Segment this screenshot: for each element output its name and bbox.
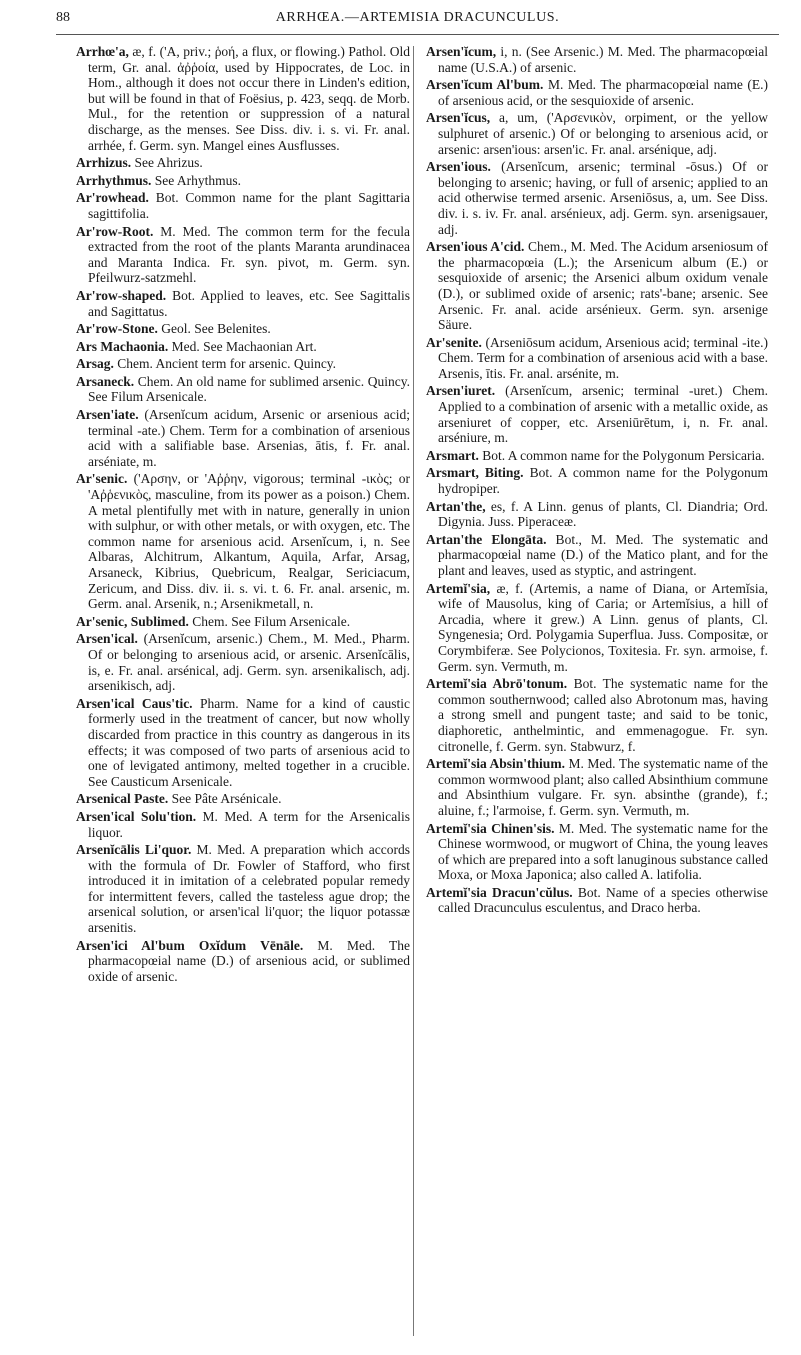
dictionary-entry xyxy=(76,374,410,405)
dictionary-entry xyxy=(426,499,768,530)
entry-definition: ('Αρσην, or 'Αῤῥην, vigorous; terminal -ικὸς; or 'Αῤῥενικὸς, masculine, from its power as a poison.) Chem. A metal plentifully met with in nature, generally in union with sulphur, or with other metals, or with oxygen, etc. The common name for arsenious acid. Arsenĭcum, i, n. See Albaras, Alchitrum, Alkantum, Aquila, Arfar, Arsag, Arsaneck, Kibrius, Quebricum, Realgar, Sericiacum, Zericum, and Diss. div. ii. s. vi. t. 6. Fr. anal. arsenic, m. Germ. anal. Arsenik, n.; Arsenikmetall, n. xyxy=(88,471,410,612)
entry-definition: Chem. See Filum Arsenicale. xyxy=(188,613,351,629)
dictionary-entry xyxy=(426,448,768,464)
entry-definition: a, um, ('Αρσενικὸν, orpiment, or the yellow sulphuret of arsenic.) Of or belonging to arsenious acid, or arsenic: arsen'ious: arsen'ic. Fr. anal. arsénique, adj. xyxy=(438,110,768,157)
entry-definition: Chem., M. Med. The Acidum arseniosum of the pharmacopœia (L.); the Arsenicum album (E.) or sesquioxide of arsenic; the Arsenici album oxidum venale (D.), or sublimed oxide of arsenic; rats'-bane; arsenic. See Arsenic. Fr. anal. acide arsénieux. Germ. syn. arsenige Säure. xyxy=(438,239,768,333)
entry-headword: Arsen'ical Solu'tion. xyxy=(76,808,197,824)
entry-headword: Artemĭ'sia Abrō'tonum. xyxy=(426,676,568,692)
entry-definition: M. Med. The systematic name of the common wormwood plant; also called Absinthium commune and Absinthium vulgare. Fr. syn. absinthe (grande), f.; aluine, f.; l'armoise, f. Germ. syn. Vermuth, m. xyxy=(438,756,769,818)
entry-headword: Arsmart. xyxy=(426,447,479,463)
entry-headword: Arsag. xyxy=(76,356,114,372)
entry-headword: Artemĭ'sia, xyxy=(426,580,491,596)
entry-headword: Ar'senite. xyxy=(426,334,482,350)
dictionary-entry xyxy=(76,155,410,171)
entry-definition: æ, f. ('A, priv.; ῥοή, a flux, or flowing.) Pathol. Old term, Gr. anal. ἀῤῥοία, used by Hippocrates, de Loc. in Hom., although it does not occur there in Linden's edition, but will be found in that of Foësius, p. 423, seqq. de Morb. Mul., for the retention or suppression of a natural discharge, as the menses. See Diss. div. i. s. vi. Fr. anal. arrhée, f. Germ. syn. Mangel eines Ausflusses. xyxy=(88,44,410,153)
entry-definition: M. Med. The pharmacopœial name (E.) of arsenious acid, or the sesquioxide of arsenic. xyxy=(438,77,768,108)
entry-headword: Ar'row-shaped. xyxy=(76,287,167,303)
entry-headword: Arsen'ious. xyxy=(426,159,491,175)
entry-headword: Ars Machaonia. xyxy=(76,338,169,354)
entry-definition: Bot. A common name for the Polygonum hydropiper. xyxy=(438,465,768,497)
dictionary-entry xyxy=(76,224,410,286)
right-column xyxy=(426,44,768,918)
dictionary-entry xyxy=(426,159,768,237)
dictionary-entry xyxy=(76,190,410,221)
header-rule xyxy=(56,34,779,35)
entry-headword: Arsenĭcālis Li'quor. xyxy=(76,842,192,858)
entry-headword: Arsmart, Biting. xyxy=(426,465,524,481)
entry-headword: Arrhœ'a, xyxy=(76,44,129,59)
dictionary-entry xyxy=(426,532,768,579)
entry-definition: See Pâte Arsénicale. xyxy=(168,791,282,807)
entry-definition: Bot., M. Med. The systematic and pharmacopœial name (D.) of the Matico plant, and for the plant and leaves, used as styptic, and astringent. xyxy=(438,531,768,578)
entry-definition: See Arhythmus. xyxy=(151,172,242,188)
running-head: ARRHŒA.—ARTEMISIA DRACUNCULUS. xyxy=(275,10,560,25)
page-number: 88 xyxy=(56,10,70,25)
entry-definition: Chem. An old name for sublimed arsenic. Quincy. See Filum Arsenicale. xyxy=(88,373,410,405)
entry-headword: Arsenical Paste. xyxy=(76,791,169,807)
dictionary-entry xyxy=(76,356,410,372)
entry-headword: Artemĭ'sia Absin'thium. xyxy=(426,756,565,772)
dictionary-entry xyxy=(76,696,410,790)
dictionary-entry xyxy=(426,581,768,675)
column-divider xyxy=(413,46,414,1336)
page-header xyxy=(56,6,779,30)
entry-definition: Pharm. Name for a kind of caustic formerly used in the treatment of cancer, but now wholly discarded from practice in this country as dangerous in its effects; it was composed of two parts of arsenious acid to one of levigated antimony, melted together in a crucible. See Causticum Arsenicale. xyxy=(88,695,410,789)
dictionary-entry xyxy=(76,288,410,319)
entry-definition: (Arseniōsum acidum, Arsenious acid; terminal -ite.) Chem. Term for a combination of arsenious acid with a base. Arsenis, ītis. Fr. anal. arsénite, m. xyxy=(438,334,768,381)
entry-definition: Bot. The systematic name for the common southernwood; called also Abrotonum mas, having a strong smell and pungent taste; and said to be tonic, diaphoretic, anthelmintic, and emmenagogue. Fr. syn. citronelle, f. Germ. syn. Stabwurz, f. xyxy=(438,676,768,754)
entry-headword: Ar'row-Root. xyxy=(76,223,154,239)
dictionary-entry xyxy=(426,756,768,818)
entry-headword: Artemĭ'sia Chinen'sis. xyxy=(426,820,555,836)
entry-headword: Arsen'iuret. xyxy=(426,383,496,399)
dictionary-entry xyxy=(426,335,768,382)
entry-headword: Artan'the, xyxy=(426,498,486,514)
entry-headword: Arrhizus. xyxy=(76,155,132,171)
entry-headword: Arsaneck. xyxy=(76,373,135,389)
entry-headword: Artemĭ'sia Dracun'cŭlus. xyxy=(426,884,573,900)
dictionary-entry xyxy=(426,44,768,75)
entry-headword: Arsen'iate. xyxy=(76,407,139,423)
entry-headword: Ar'senic, Sublimed. xyxy=(76,613,189,629)
entry-headword: Artan'the Elongāta. xyxy=(426,531,547,547)
entry-definition: (Arsenĭcum, arsenic; terminal -ōsus.) Of or belonging to arsenic; having, or full of arsenic; applied to an acid otherwise termed arsenic. Arseniōsus, a, um. See Diss. div. i. s. iv. Fr. anal. arsénieux, adj. Germ. syn. arsenigsauer, adj. xyxy=(438,159,768,237)
entry-definition: æ, f. (Artemis, a name of Diana, or Artemĭsia, wife of Mausolus, king of Caria; or Artemĭsius, a hill of Arcadia, where it grew.) A Linn. genus of plants, Cl. Syngenesia; Ord. Polygamia Superflua. Juss. Compositæ, or Corymbiferæ. See Polycionos, Toxitesia. Fr. syn. armoise, f. Germ. syn. Vermuth, m. xyxy=(438,580,768,674)
entry-definition: Bot. Applied to leaves, etc. See Sagittalis and Sagittatus. xyxy=(88,287,410,319)
entry-headword: Arsen'ĭcum Al'bum. xyxy=(426,77,544,93)
dictionary-entry xyxy=(76,471,410,611)
entry-definition: M. Med. The systematic name for the Chinese wormwood, or mugwort of China, the young leaves of which are prepared into a soft lanuginous substance called Moxa, or Moxa Japonica; also called A. latifolia. xyxy=(438,820,768,883)
dictionary-entry xyxy=(426,110,768,157)
entry-definition: Bot. A common name for the Polygonum Persicaria. xyxy=(478,447,765,463)
dictionary-entry xyxy=(426,465,768,496)
entry-definition: (Arsenĭcum, arsenic.) Chem., M. Med., Pharm. Of or belonging to arsenious acid, or arsenic. Arsenĭcālis, is, e. Fr. anal. arsénical, adj. Germ. syn. arsenikalisch, adj. arsenikisch, adj. xyxy=(88,631,410,694)
entry-definition: M. Med. A term for the Arsenicalis liquor. xyxy=(88,808,410,840)
dictionary-entry xyxy=(76,173,410,189)
entry-definition: M. Med. A preparation which accords with the formula of Dr. Fowler of Stafford, who first introduced it in imitation of a celebrated popular remedy for intermittent fevers, called the tasteless ague drop; the arsenical solution, or arsen'ical li'quor; the liquor potassæ arsenitis. xyxy=(88,842,410,936)
dictionary-entry xyxy=(76,791,410,807)
entry-definition: See Ahrizus. xyxy=(131,155,203,171)
entry-definition: i, n. (See Arsenic.) M. Med. The pharmacopœial name (U.S.A.) of arsenic. xyxy=(438,44,768,75)
entry-definition: (Arsenĭcum, arsenic; terminal -uret.) Chem. Applied to a combination of arsenic with a metallic oxide, as arseniuret of copper, etc. Arseniūrētum, i, n. Fr. anal. arséniure, m. xyxy=(438,383,768,446)
entry-definition: M. Med. The pharmacopœial name (D.) of arsenious acid, or sublimed oxide of arsenic. xyxy=(88,937,410,984)
dictionary-entry xyxy=(426,239,768,333)
entry-definition: Bot. Common name for the plant Sagittaria sagittifolia. xyxy=(88,190,410,221)
dictionary-entry xyxy=(76,339,410,355)
entry-headword: Arsen'ious A'cid. xyxy=(426,239,525,255)
dictionary-entry xyxy=(426,77,768,108)
entry-definition: M. Med. The common term for the fecula extracted from the root of the plants Maranta arundinacea and Maranta Indica. Fr. syn. pivot, m. Germ. syn. Pfeilwurz-satzmehl. xyxy=(88,223,410,286)
entry-headword: Arsen'ici Al'bum Oxĭdum Vēnāle. xyxy=(76,937,304,953)
entry-definition: Bot. Name of a species otherwise called Dracunculus esculentus, and Draco herba. xyxy=(438,884,768,916)
entry-definition: (Arsenĭcum acidum, Arsenic or arsenious acid; terminal -ate.) Chem. Term for a combination of arsenious acid with a salifiable base. Arsenias, ātis, f. Fr. anal. arséniate, m. xyxy=(88,407,410,469)
entry-definition: Geol. See Belenites. xyxy=(157,321,271,337)
dictionary-entry xyxy=(76,321,410,337)
left-column xyxy=(76,44,410,986)
entry-headword: Arsen'ical Caus'tic. xyxy=(76,695,193,711)
entry-headword: Arsen'ĭcus, xyxy=(426,110,491,126)
entry-headword: Arsen'ĭcum, xyxy=(426,44,497,59)
dictionary-entry xyxy=(426,383,768,445)
entry-headword: Arsen'ical. xyxy=(76,631,138,647)
entry-headword: Arrhythmus. xyxy=(76,172,152,188)
entry-definition: Chem. Ancient term for arsenic. Quincy. xyxy=(113,356,337,372)
dictionary-entry xyxy=(426,676,768,754)
dictionary-entry xyxy=(426,885,768,916)
dictionary-entry xyxy=(76,938,410,985)
dictionary-entry xyxy=(76,631,410,693)
dictionary-entry xyxy=(76,842,410,936)
dictionary-entry xyxy=(76,809,410,840)
entry-headword: Ar'rowhead. xyxy=(76,190,149,206)
entry-definition: es, f. A Linn. genus of plants, Cl. Diandria; Ord. Digynia. Juss. Piperaceæ. xyxy=(438,498,768,530)
dictionary-entry xyxy=(76,407,410,469)
dictionary-entry xyxy=(76,614,410,630)
entry-definition: Med. See Machaonian Art. xyxy=(168,338,317,354)
dictionary-entry xyxy=(426,821,768,883)
entry-headword: Ar'row-Stone. xyxy=(76,321,158,337)
dictionary-entry xyxy=(76,44,410,153)
entry-headword: Ar'senic. xyxy=(76,471,128,487)
